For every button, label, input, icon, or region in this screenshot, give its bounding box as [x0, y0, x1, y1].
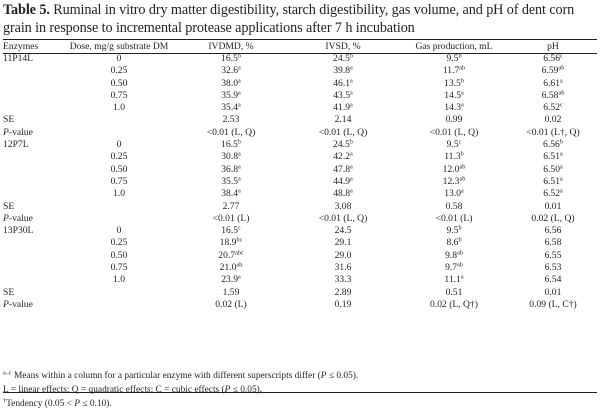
- gas-superscript: ab: [457, 249, 463, 257]
- ph-cell: [509, 274, 597, 286]
- ph-p-cell: 0.09 (L, C†): [529, 298, 577, 310]
- ph-superscript: c: [560, 101, 563, 109]
- ph-cell: [509, 237, 597, 249]
- ivdmd-superscript: ab: [236, 261, 243, 269]
- ivdmd-se-cell: 2.77: [222, 200, 240, 212]
- gas-cell: [399, 164, 509, 176]
- table-row: [3, 65, 597, 77]
- gas-superscript: a: [460, 273, 464, 281]
- ivdmd-p-cell: <0.01 (L): [212, 212, 250, 224]
- dose-cell: 0: [116, 53, 122, 64]
- se-label: SE: [3, 286, 15, 298]
- ivsd-cell: [287, 90, 399, 102]
- footnote-tendency: [3, 399, 112, 410]
- gas-se-cell: 0.99: [445, 114, 463, 126]
- ph-cell: [509, 250, 597, 262]
- p-italic: P: [3, 212, 9, 224]
- gas-value: 14.5: [444, 89, 462, 101]
- header-dose: Dose, mg/g substrate DM: [69, 41, 169, 52]
- ivsd-p-cell: 0.19: [334, 298, 352, 310]
- ivdmd-cell: [175, 78, 287, 90]
- gas-superscript: b: [460, 77, 464, 84]
- ivsd-superscript: a: [350, 101, 353, 109]
- header-row: [3, 40, 597, 53]
- ivsd-superscript: a: [350, 150, 353, 158]
- footnote-3-text-a: Tendency (0.05 <: [6, 399, 75, 409]
- ivsd-value: 29.1: [334, 237, 352, 249]
- ph-superscript: a: [560, 187, 563, 195]
- ivdmd-superscript: bc: [236, 236, 243, 244]
- ivdmd-p-cell: 0.02 (L): [215, 298, 247, 310]
- table-body: [3, 53, 597, 311]
- gas-value: 9.5: [446, 53, 459, 64]
- gas-superscript: a: [461, 187, 464, 195]
- ivsd-se-cell: 2.14: [334, 114, 352, 126]
- ivdmd-cell: [175, 262, 287, 274]
- p-value-row: [3, 213, 597, 225]
- ivsd-value: 29.0: [334, 249, 352, 261]
- ph-cell: [509, 176, 597, 188]
- gas-superscript: ab: [459, 64, 466, 72]
- ph-cell: [509, 65, 597, 77]
- enzyme-cell: [3, 78, 63, 90]
- dose-cell: 0: [116, 139, 122, 151]
- dose-cell: 1.0: [113, 102, 125, 114]
- ivsd-value: 46.1: [333, 77, 351, 89]
- gas-superscript: b: [458, 52, 462, 60]
- enzyme-cell: 12P7L: [3, 139, 29, 151]
- table-row: [3, 237, 597, 249]
- ph-cell: [509, 151, 597, 163]
- dose-cell: 0.50: [110, 77, 128, 89]
- ivdmd-cell: [175, 53, 287, 65]
- gas-cell: [399, 90, 509, 102]
- dose-cell: 0.75: [110, 262, 128, 274]
- p-value-label: [3, 299, 63, 311]
- ph-value: 6.58: [544, 237, 562, 249]
- footnote-3-p: P: [74, 399, 80, 409]
- ivsd-value: 24.5: [334, 225, 352, 237]
- gas-superscript: ab: [459, 175, 466, 183]
- ivdmd-cell: [175, 250, 287, 262]
- footnote-2-text-b: ≤ 0.05).: [230, 385, 263, 395]
- enzyme-cell: [3, 188, 63, 200]
- gas-cell: [399, 262, 509, 274]
- ph-value: 6.51: [543, 175, 561, 187]
- ivsd-superscript: b: [349, 138, 353, 146]
- dose-cell: 0.50: [110, 163, 128, 175]
- enzyme-cell: [3, 90, 63, 102]
- se-row: [3, 114, 597, 126]
- ivsd-superscript: a: [350, 77, 353, 84]
- ivdmd-superscript: a: [238, 77, 241, 84]
- ivsd-superscript: a: [350, 64, 353, 72]
- empty-cell: [63, 299, 175, 311]
- ivdmd-superscript: a: [238, 101, 241, 109]
- ivdmd-superscript: b: [237, 52, 241, 60]
- ivdmd-cell: [175, 151, 287, 163]
- dose-cell: 0.50: [110, 249, 128, 261]
- ivdmd-superscript: a: [238, 89, 241, 97]
- ph-cell: [509, 225, 597, 237]
- ivdmd-superscript: a: [238, 64, 241, 72]
- gas-cell: [399, 237, 509, 249]
- enzyme-cell: [3, 102, 63, 114]
- ivdmd-cell: [175, 102, 287, 114]
- footnote-1-text-a: Means within a column for a particular enzyme with different superscripts differ (: [11, 371, 321, 381]
- ivdmd-value: 20.7: [218, 249, 236, 261]
- ivsd-superscript: a: [350, 89, 353, 97]
- ph-value: 6.56: [544, 225, 562, 237]
- ivsd-value: 41.9: [333, 102, 351, 114]
- dose-cell: 0.75: [110, 175, 128, 187]
- ivdmd-cell: [175, 65, 287, 77]
- table-row: [3, 188, 597, 200]
- ph-cell: [509, 164, 597, 176]
- empty-cell: [63, 127, 175, 139]
- ivsd-cell: [287, 78, 399, 90]
- ivsd-value: 48.8: [333, 188, 351, 200]
- gas-p-cell: <0.01 (L, Q): [429, 126, 479, 138]
- ivsd-cell: [287, 65, 399, 77]
- gas-se-cell: 0.58: [445, 200, 463, 212]
- ph-superscript: a: [560, 150, 563, 158]
- footnote-3-text-b: ≤ 0.10).: [79, 399, 112, 409]
- se-label: SE: [3, 200, 15, 212]
- ph-cell: [509, 78, 597, 90]
- ivsd-value: 44.9: [333, 175, 351, 187]
- gas-superscript: c: [458, 138, 462, 146]
- ivdmd-cell: [175, 164, 287, 176]
- header-ivdmd: IVDMD, %: [208, 41, 254, 52]
- ph-value: 6.50: [543, 163, 561, 175]
- gas-superscript: ab: [457, 261, 463, 269]
- gas-value: 9.5: [446, 139, 459, 151]
- p-value-row: [3, 299, 597, 311]
- enzyme-cell: [3, 176, 63, 188]
- ivdmd-superscript: a: [238, 163, 241, 171]
- ph-superscript: a: [560, 175, 563, 183]
- p-italic: P: [3, 126, 9, 138]
- enzyme-cell: [3, 164, 63, 176]
- footnote-1-marker: a–c: [3, 369, 12, 377]
- ivsd-superscript: b: [349, 52, 353, 60]
- ph-se-cell: 0.01: [544, 286, 562, 298]
- gas-value: 11.1: [444, 274, 461, 286]
- gas-value: 11.7: [442, 65, 460, 77]
- ivsd-cell: [287, 262, 399, 274]
- gas-value: 8.6: [446, 237, 459, 249]
- ph-superscript: ab: [558, 64, 565, 72]
- ivdmd-value: 35.4: [221, 102, 239, 114]
- p-value-label: [3, 127, 63, 139]
- ivdmd-value: 38.4: [221, 188, 239, 200]
- gas-superscript: ab: [459, 163, 466, 171]
- ivsd-value: 24.5: [333, 139, 350, 151]
- ivsd-superscript: a: [350, 175, 353, 183]
- gas-cell: [399, 151, 509, 163]
- ph-cell: [509, 90, 597, 102]
- gas-superscript: b: [458, 236, 462, 244]
- ivdmd-superscript: a: [238, 187, 241, 195]
- dose-cell: 0: [116, 225, 122, 237]
- footnote-effects: [3, 385, 262, 396]
- ivdmd-se-cell: 2.53: [222, 114, 240, 126]
- header-gas: Gas production, mL: [415, 41, 493, 52]
- table-row: [3, 262, 597, 274]
- ph-value: 6.59: [541, 65, 559, 77]
- p-italic: P: [3, 298, 9, 310]
- ivdmd-cell: [175, 139, 287, 151]
- table-row: [3, 176, 597, 188]
- footnote-2-p: P: [224, 385, 231, 395]
- ivdmd-value: 16.5: [221, 225, 239, 237]
- ivsd-cell: [287, 274, 399, 286]
- ph-cell: [509, 139, 597, 151]
- ivsd-value: 43.5: [333, 89, 351, 101]
- gas-cell: [399, 139, 509, 151]
- gas-cell: [399, 176, 509, 188]
- enzyme-cell: [3, 151, 63, 163]
- ivdmd-value: 16.5: [221, 53, 238, 64]
- ph-p-cell: <0.01 (L†, Q): [526, 126, 580, 138]
- empty-cell: [63, 201, 175, 213]
- gas-superscript: a: [461, 101, 464, 109]
- gas-value: 11.3: [444, 151, 461, 163]
- enzyme-cell: 11P14L: [3, 53, 34, 64]
- gas-cell: [399, 225, 509, 237]
- header-ivsd: IVSD, %: [325, 41, 361, 52]
- ivsd-value: 31.6: [334, 262, 352, 274]
- gas-value: 13.5: [444, 77, 461, 89]
- ivdmd-cell: [175, 188, 287, 200]
- gas-value: 9.5: [446, 225, 459, 237]
- ivdmd-superscript: a: [238, 175, 241, 183]
- footnote-superscripts: [3, 371, 358, 382]
- table-row: [3, 250, 597, 262]
- gas-cell: [399, 250, 509, 262]
- p-label-rest: -value: [8, 212, 33, 224]
- ivsd-cell: [287, 53, 399, 65]
- ph-value: 6.52: [543, 102, 561, 114]
- ph-superscript: a: [560, 77, 563, 84]
- empty-cell: [63, 114, 175, 126]
- empty-cell: [63, 287, 175, 299]
- table-row: [3, 90, 597, 102]
- header-enzymes: Enzymes: [3, 41, 39, 52]
- p-value-label: [3, 213, 63, 225]
- ph-superscript: b: [559, 138, 563, 146]
- table-caption: [3, 1, 597, 37]
- gas-p-cell: 0.02 (L, Q†): [430, 298, 478, 310]
- se-label: SE: [3, 114, 15, 126]
- enzyme-cell: [3, 262, 63, 274]
- ph-value: 6.58: [541, 89, 559, 101]
- ivdmd-superscript: a: [238, 150, 241, 158]
- gas-cell: [399, 78, 509, 90]
- ph-value: 6.54: [544, 274, 562, 286]
- table-row: [3, 139, 597, 151]
- footnote-1-text-b: ≤ 0.05).: [326, 371, 359, 381]
- se-row: [3, 201, 597, 213]
- ivdmd-se-cell: 1.59: [222, 286, 240, 298]
- gas-cell: [399, 188, 509, 200]
- gas-value: 12.3: [442, 175, 460, 187]
- ph-cell: [509, 188, 597, 200]
- ivdmd-value: 32.6: [221, 65, 239, 77]
- ph-cell: [509, 102, 597, 114]
- ivsd-cell: [287, 151, 399, 163]
- footnote-2-text-a: L = linear effects; Q = quadratic effects; C = cubic effects (: [3, 385, 225, 395]
- ivsd-cell: [287, 225, 399, 237]
- se-row: [3, 287, 597, 299]
- ivsd-cell: [287, 176, 399, 188]
- ivsd-superscript: a: [350, 163, 353, 171]
- p-value-row: [3, 127, 597, 139]
- dose-cell: 1.0: [113, 274, 125, 286]
- gas-cell: [399, 274, 509, 286]
- footnote-3-marker: †: [3, 397, 7, 405]
- ivsd-superscript: a: [350, 187, 353, 195]
- gas-value: 9.7: [445, 262, 458, 274]
- ph-value: 6.55: [544, 249, 562, 261]
- gas-cell: [399, 65, 509, 77]
- ivsd-cell: [287, 164, 399, 176]
- ivsd-value: 39.8: [333, 65, 351, 77]
- ivdmd-value: 30.8: [221, 151, 239, 163]
- ph-value: 6.61: [543, 77, 561, 89]
- dose-cell: 0.25: [110, 151, 128, 163]
- p-label-rest: -value: [8, 298, 33, 310]
- gas-cell: [399, 53, 509, 65]
- dose-cell: 1.0: [113, 188, 125, 200]
- ivdmd-value: 38.0: [221, 77, 239, 89]
- ivdmd-p-cell: <0.01 (L, Q): [206, 126, 256, 138]
- caption-label: Table 5.: [3, 2, 50, 18]
- table-row: [3, 102, 597, 114]
- enzyme-cell: [3, 274, 63, 286]
- enzyme-cell: [3, 237, 63, 249]
- ivdmd-value: 23.9: [221, 274, 239, 286]
- ph-cell: [509, 262, 597, 274]
- dose-cell: 0.75: [110, 89, 128, 101]
- table-row: [3, 164, 597, 176]
- ivdmd-superscript: b: [237, 138, 241, 146]
- ivdmd-cell: [175, 237, 287, 249]
- dose-cell: 0.25: [110, 237, 128, 249]
- ph-value: 6.53: [544, 262, 562, 274]
- gas-superscript: b: [460, 150, 464, 158]
- ivdmd-superscript: c: [238, 224, 241, 232]
- enzyme-cell: [3, 65, 63, 77]
- ivsd-cell: [287, 102, 399, 114]
- ivdmd-value: 35.5: [221, 175, 239, 187]
- gas-value: 13.0: [444, 188, 462, 200]
- ph-superscript: c: [560, 52, 563, 60]
- gas-se-cell: 0.51: [445, 286, 463, 298]
- ph-p-cell: 0.02 (L, Q): [531, 212, 575, 224]
- ivsd-se-cell: 2.89: [334, 286, 352, 298]
- ivsd-cell: [287, 237, 399, 249]
- footnote-1-p: P: [320, 371, 327, 381]
- enzyme-cell: 13P30L: [3, 225, 34, 237]
- ivsd-se-cell: 3.08: [334, 200, 352, 212]
- ph-value: 6.52: [543, 188, 561, 200]
- ivdmd-value: 36.8: [221, 163, 239, 175]
- ph-se-cell: 0.02: [544, 114, 562, 126]
- ph-se-cell: 0.01: [544, 200, 562, 212]
- gas-p-cell: <0.01 (L): [435, 212, 473, 224]
- results-table: [3, 40, 597, 311]
- ivsd-value: 42.2: [333, 151, 351, 163]
- table-row: [3, 78, 597, 90]
- ivsd-value: 47.8: [333, 163, 351, 175]
- ivsd-value: 24.5: [333, 53, 350, 64]
- ivdmd-cell: [175, 274, 287, 286]
- ivsd-p-cell: <0.01 (L, Q): [318, 126, 368, 138]
- gas-cell: [399, 102, 509, 114]
- table-row: [3, 225, 597, 237]
- ivsd-p-cell: <0.01 (L, Q): [318, 212, 368, 224]
- empty-cell: [63, 213, 175, 225]
- ivsd-cell: [287, 188, 399, 200]
- ivdmd-value: 35.9: [221, 89, 239, 101]
- table-row: [3, 274, 597, 286]
- ivdmd-cell: [175, 176, 287, 188]
- ivdmd-cell: [175, 90, 287, 102]
- ivdmd-value: 18.9: [219, 237, 237, 249]
- table-row: [3, 151, 597, 163]
- gas-value: 12.0: [442, 163, 460, 175]
- gas-superscript: a: [461, 89, 464, 97]
- gas-value: 9.8: [445, 249, 458, 261]
- table-row: [3, 53, 597, 65]
- gas-superscript: b: [458, 224, 462, 232]
- ivdmd-value: 16.5: [221, 139, 238, 151]
- dose-cell: 0.25: [110, 65, 128, 77]
- ph-cell: [509, 53, 597, 65]
- ph-value: 6.51: [543, 151, 561, 163]
- enzyme-cell: [3, 250, 63, 262]
- ph-superscript: a: [560, 163, 563, 171]
- ivsd-value: 33.3: [334, 274, 352, 286]
- ph-value: 6.56: [543, 139, 560, 151]
- ph-value: 6.56: [543, 53, 561, 64]
- gas-value: 14.3: [444, 102, 462, 114]
- ph-superscript: ab: [558, 89, 565, 97]
- ivdmd-value: 21.0: [219, 262, 237, 274]
- p-label-rest: -value: [8, 126, 33, 138]
- ivsd-cell: [287, 139, 399, 151]
- ivdmd-cell: [175, 225, 287, 237]
- caption-text: Ruminal in vitro dry matter digestibility, starch digestibility, gas volume, and pH of dent corn grain in response to incremental protease applications after 7 h incubation: [3, 2, 575, 36]
- ivsd-cell: [287, 250, 399, 262]
- ivdmd-superscript: a: [238, 273, 241, 281]
- ivdmd-superscript: abc: [235, 249, 244, 257]
- header-ph: pH: [547, 41, 559, 52]
